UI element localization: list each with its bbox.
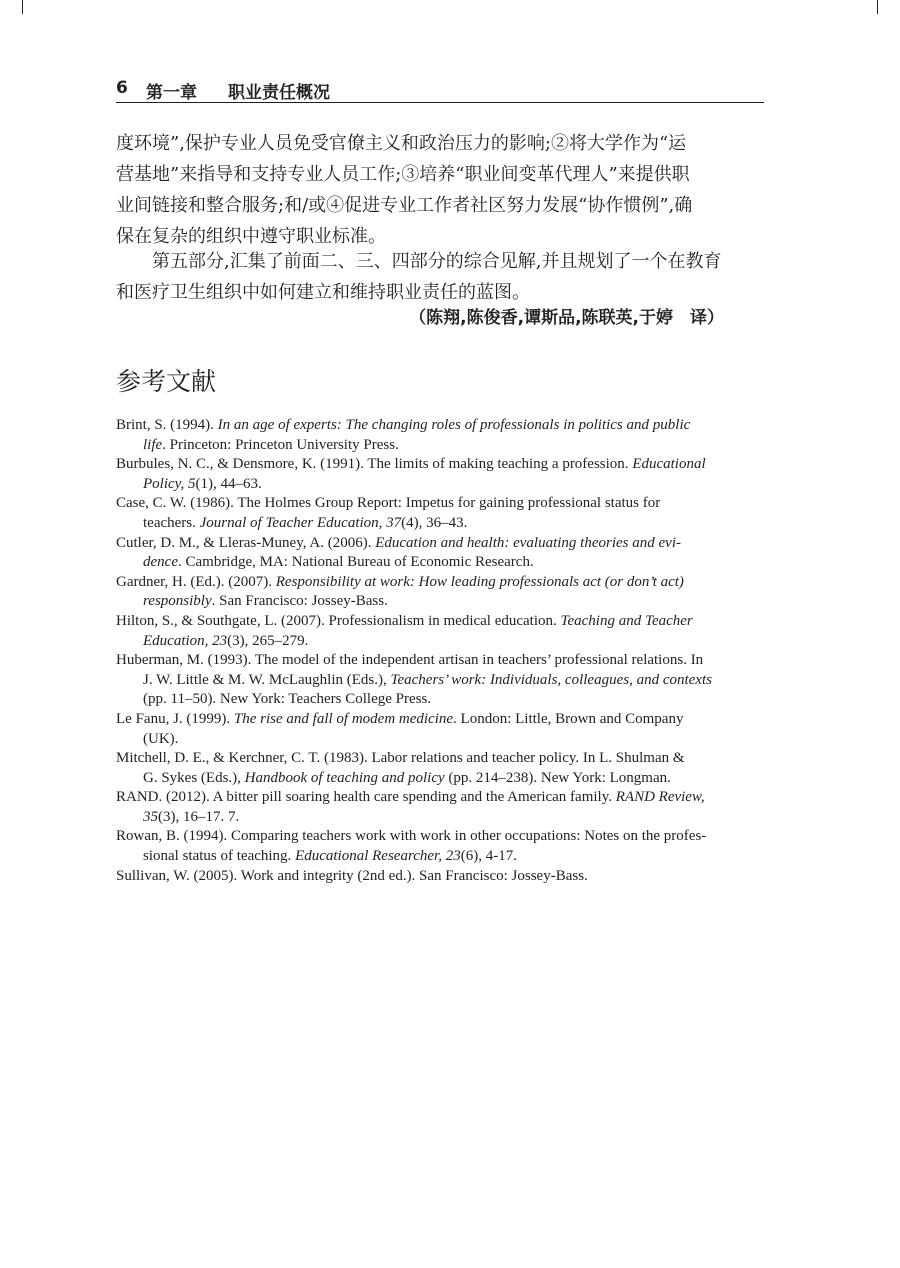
running-header [116,72,764,103]
reference-line [116,417,690,433]
reference-text: Gardner, H. (Ed.). (2007). [116,573,276,590]
reference-text: (3), 265–279. [227,632,309,649]
reference-line [143,672,712,688]
body-line: 和医疗卫生组织中如何建立和维持职业责任的蓝图。 [116,282,530,303]
reference-text: . Cambridge, MA: National Bureau of Economic Research. [177,554,534,571]
reference-text: (UK). [143,730,179,747]
page-number: 6 [116,78,128,98]
reference-entry [116,867,764,887]
body-line: 第五部分,汇集了前面二、三、四部分的综合见解,并且规划了一个在教育 [152,251,722,272]
reference-text: Mitchell, D. E., & Kerchner, C. T. (1983). Labor relations and teacher policy. In L. Shulman & [116,750,685,767]
reference-line [143,593,388,609]
reference-entry [116,573,764,612]
reference-text: Sullivan, W. (2005). Work and integrity (2nd ed.). San Francisco: Jossey-Bass. [116,867,588,884]
body-line: 营基地”来指导和支持专业人员工作;③培养“职业间变革代理人”来提供职 [116,164,690,185]
reference-italic-text: Policy, 5 [143,475,196,492]
reference-list [116,416,764,886]
reference-text: Brint, S. (1994). [116,417,218,433]
reference-entry [116,827,764,866]
reference-italic-text: Journal of Teacher Education, 37 [199,514,402,531]
reference-line [143,476,262,492]
reference-text: . Princeton: Princeton University Press. [162,436,399,453]
reference-line [143,809,239,825]
reference-entry [116,612,764,651]
reference-italic-text: Educational Researcher, 23 [295,848,461,865]
reference-italic-text: dence [143,554,178,571]
chapter-label: 第一章 [146,83,197,103]
reference-text: Le Fanu, J. (1999). [116,710,234,727]
reference-line [116,750,685,766]
reference-italic-text: Teachers’ work: Individuals, colleagues, and contexts [390,671,712,688]
reference-line [143,633,308,649]
reference-text: . London: Little, Brown and Company [453,710,684,727]
reference-text: Huberman, M. (1993). The model of the independent artisan in teachers’ professional relations. In [116,652,704,669]
reference-italic-text: The rise and fall of modem medicine [233,710,454,727]
reference-line [116,456,706,472]
reference-line [116,828,706,844]
reference-text: G. Sykes (Eds.), [143,769,245,786]
crop-mark-right [877,0,878,14]
reference-text: teachers. [143,514,200,531]
reference-text: (pp. 214–238). New York: Longman. [444,769,671,786]
reference-text: Burbules, N. C., & Densmore, K. (1991). The limits of making teaching a profession. [116,456,633,473]
reference-entry [116,710,764,749]
reference-entry [116,416,764,455]
reference-line [116,535,681,551]
reference-line [143,437,399,453]
reference-text: Hilton, S., & Southgate, L. (2007). Professionalism in medical education. [116,612,561,629]
reference-line [116,789,705,805]
reference-line [143,691,431,707]
reference-line [116,711,683,727]
reference-italic-text: Educational [632,456,706,473]
references-heading: 参考文献 [116,367,217,396]
reference-text: Case, C. W. (1986). The Holmes Group Report: Impetus for gaining professional status for [116,495,661,512]
reference-text: sional status of teaching. [143,848,296,865]
reference-text: . San Francisco: Jossey-Bass. [211,593,388,610]
reference-italic-text: 35 [143,808,158,825]
reference-entry [116,788,764,827]
reference-italic-text: RAND Review, [615,789,705,806]
reference-line [116,495,660,511]
reference-line [143,731,178,747]
reference-line [116,868,588,884]
reference-text: J. W. Little & M. W. McLaughlin (Eds.), [143,671,391,688]
reference-line [143,770,671,786]
reference-italic-text: Teaching and Teacher [560,612,693,629]
reference-text: (6), 4-17. [460,848,517,865]
reference-line [143,515,467,531]
body-line: 度环境”,保护专业人员免受官僚主义和政治压力的影响;②将大学作为“运 [116,133,687,154]
reference-text: Cutler, D. M., & Lleras-Muney, A. (2006). [116,534,376,551]
reference-italic-text: Responsibility at work: How leading professionals act (or don’t act) [275,573,684,590]
reference-italic-text: life [143,436,163,453]
body-line: 业间链接和整合服务;和/或④促进专业工作者社区努力发展“协作惯例”,确 [116,195,693,216]
reference-entry [116,651,764,710]
reference-entry [116,494,764,533]
reference-entry [116,534,764,573]
body-paragraph-2 [116,246,764,308]
reference-text: (3), 16–17. 7. [158,808,240,825]
reference-entry [116,749,764,788]
reference-text: Rowan, B. (1994). Comparing teachers work with work in other occupations: Notes on the profes- [116,828,707,845]
reference-italic-text: Education, 23 [143,632,228,649]
chapter-title: 职业责任概况 [228,83,330,103]
body-line: 保在复杂的组织中遵守职业标准。 [116,226,386,247]
reference-text: (4), 36–43. [401,514,468,531]
reference-italic-text: In an age of experts: The changing roles of professionals in politics and public [217,417,691,433]
reference-text: (pp. 11–50). New York: Teachers College Press. [143,691,432,708]
reference-line [116,652,703,668]
crop-mark-left [22,0,23,14]
reference-italic-text: responsibly [143,593,212,610]
reference-text: RAND. (2012). A bitter pill soaring health care spending and the American family. [116,789,616,806]
reference-line [116,613,693,629]
body-paragraph-1 [116,128,764,252]
reference-italic-text: Education and health: evaluating theories and evi- [375,534,681,551]
translator-credits: （陈翔,陈俊香,谭斯品,陈联英,于婷 译） [409,308,724,328]
reference-line [143,554,534,570]
reference-italic-text: Handbook of teaching and policy [244,769,445,786]
reference-line [116,574,684,590]
reference-text: (1), 44–63. [195,475,262,492]
reference-line [143,848,517,864]
reference-entry [116,455,764,494]
